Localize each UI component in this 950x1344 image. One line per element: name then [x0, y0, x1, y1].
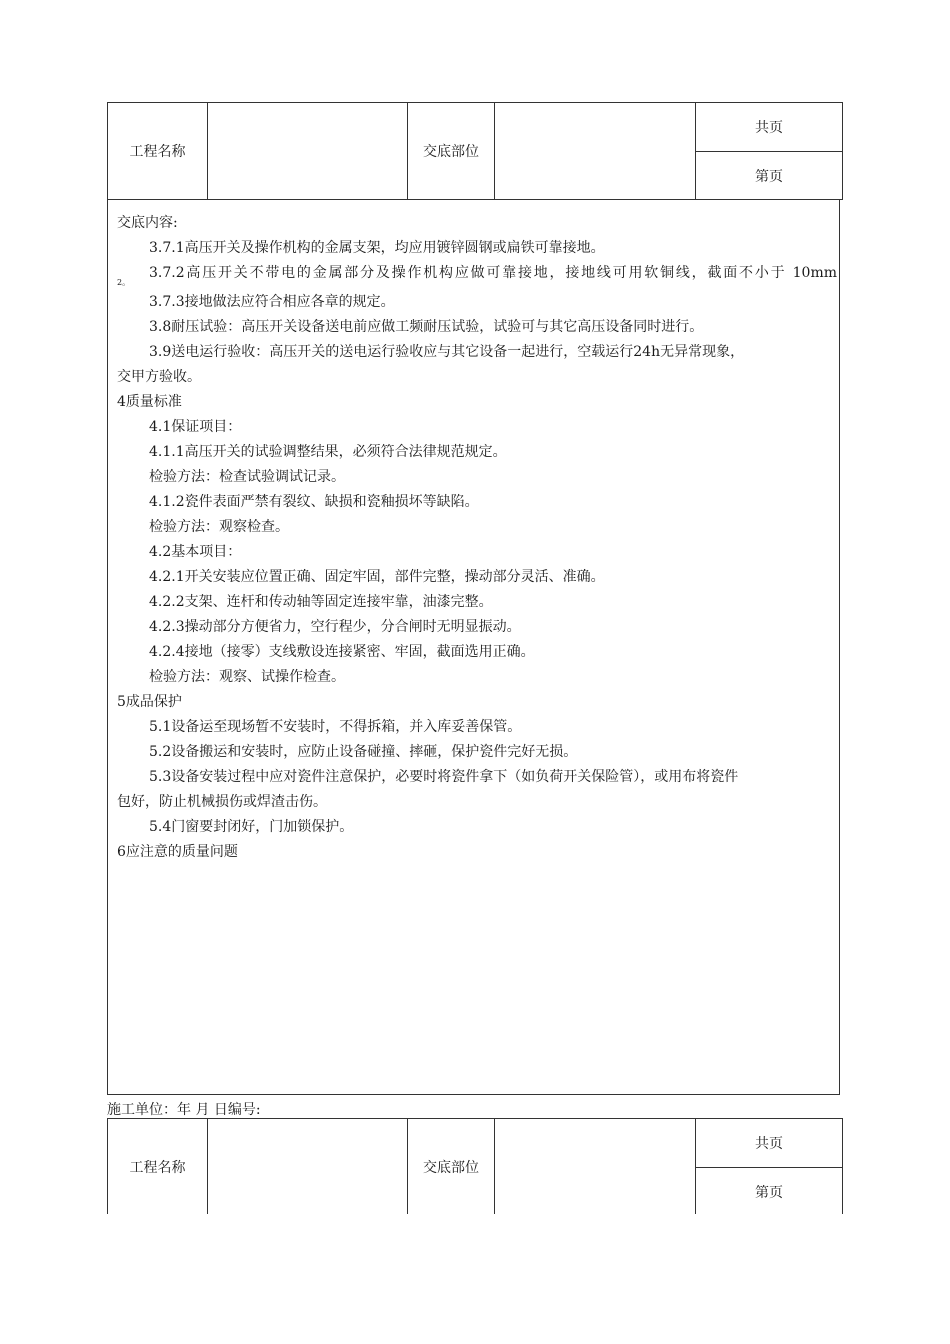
content-title: 交底内容:	[117, 215, 178, 231]
total-pages-label: 共页	[696, 1119, 843, 1168]
section-heading: 5成品保护	[117, 694, 182, 710]
project-name-value	[208, 103, 408, 200]
content-line: 3.7.1高压开关及操作机构的金属支架，均应用镀锌圆钢或扁铁可靠接地。	[149, 240, 605, 256]
content-line: 4.1.1高压开关的试验调整结果，必须符合法律规范规定。	[149, 444, 507, 460]
content-line: 包好，防止机械损伤或焊渣击伤。	[117, 794, 327, 810]
content-line: 3.7.3接地做法应符合相应各章的规定。	[149, 294, 395, 310]
content-line: 检验方法：观察、试操作检查。	[149, 669, 345, 685]
project-name-value	[208, 1119, 408, 1216]
content-line: 2。	[117, 278, 131, 287]
page-number-label: 第页	[696, 152, 843, 200]
content-line: 检验方法：观察检查。	[149, 519, 289, 535]
content-line: 4.2.3操动部分方便省力，空行程少，分合闸时无明显振动。	[149, 619, 521, 635]
project-name-label: 工程名称	[108, 1119, 208, 1216]
footer-signature-line: 施工单位：年 月 日编号:	[107, 1102, 261, 1118]
content-line: 5.4门窗要封闭好，门加锁保护。	[149, 819, 354, 835]
content-line: 4.2.1开关安装应位置正确、固定牢固，部件完整，操动部分灵活、准确。	[149, 569, 605, 585]
content-line: 4.2.2支架、连杆和传动轴等固定连接牢靠，油漆完整。	[149, 594, 493, 610]
content-line: 4.1.2瓷件表面严禁有裂纹、缺损和瓷釉损坏等缺陷。	[149, 494, 479, 510]
total-pages-label: 共页	[696, 103, 843, 152]
content-line: 3.9送电运行验收：高压开关的送电运行验收应与其它设备一起进行，空载运行24h无异常现象，	[149, 344, 745, 360]
section-heading: 6应注意的质量问题	[117, 844, 238, 860]
part-label: 交底部位	[408, 1119, 495, 1216]
content-line: 3.8耐压试验：高压开关设备送电前应做工频耐压试验，试验可与其它高压设备同时进行。	[149, 319, 704, 335]
page-number-label: 第页	[696, 1168, 843, 1216]
content-line: 4.2基本项目：	[149, 544, 242, 560]
part-value	[495, 1119, 696, 1216]
content-line: 交甲方验收。	[117, 369, 201, 385]
header-table	[107, 102, 843, 200]
part-label: 交底部位	[408, 103, 495, 200]
content-line: 5.3设备安装过程中应对瓷件注意保护，必要时将瓷件拿下（如负荷开关保险管），或用布将瓷件	[149, 769, 739, 785]
content-line: 4.1保证项目：	[149, 419, 242, 435]
content-box	[107, 199, 840, 1095]
page-cut-mask	[100, 1214, 860, 1224]
content-lines	[117, 211, 837, 865]
content-line: 5.2设备搬运和安装时，应防止设备碰撞、摔砸，保护瓷件完好无损。	[149, 744, 578, 760]
section-heading: 4质量标准	[117, 394, 182, 410]
content-line: 3.7.2高压开关不带电的金属部分及操作机构应做可靠接地，接地线可用软铜线，截面不小于 10mm	[149, 265, 837, 281]
content-line: 5.1设备运至现场暂不安装时，不得拆箱，并入库妥善保管。	[149, 719, 522, 735]
part-value	[495, 103, 696, 200]
content-line: 4.2.4接地（接零）支线敷设连接紧密、牢固，截面选用正确。	[149, 644, 535, 660]
project-name-label: 工程名称	[108, 103, 208, 200]
content-line: 检验方法：检查试验调试记录。	[149, 469, 345, 485]
header-table-repeat	[107, 1118, 843, 1216]
